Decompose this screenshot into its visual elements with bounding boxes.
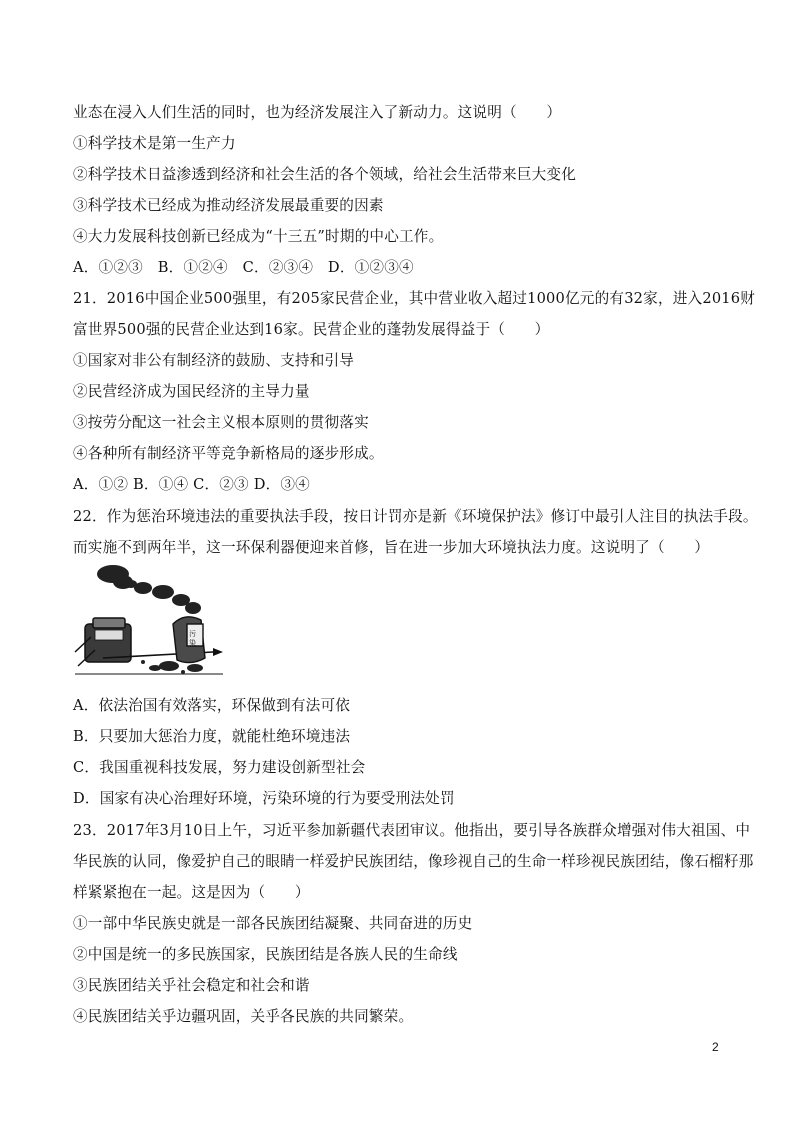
q22-stem-line-2: 而实施不到两年半，这一环保利器便迎来首修，旨在进一步加大环境执法力度。这说明了（ ）	[73, 539, 710, 556]
q22-stem-line-1: 22．作为惩治环境违法的重要执法手段，按日计罚亦是新《环境保护法》修订中最引人注目的执法手段。	[73, 508, 758, 525]
q23-option-3: ③民族团结关乎社会稳定和社会和谐	[73, 977, 310, 994]
svg-text:染: 染	[189, 639, 196, 647]
q22-option-d: D．国家有决心治理好环境，污染环境的行为要受刑法处罚	[73, 790, 455, 807]
q23-stem-line-1: 23．2017年3月10日上午，习近平参加新疆代表团审议。他指出，要引导各族群众增强对伟大祖国、中	[73, 822, 751, 839]
q21-option-2: ②民营经济成为国民经济的主导力量	[73, 383, 310, 400]
q20-option-3: ③科学技术已经成为推动经济发展最重要的因素	[73, 197, 384, 214]
q21-stem-line-1: 21．2016中国企业500强里，有205家民营企业，其中营业收入超过1000亿元的有32家，进入2016财	[73, 290, 756, 307]
page-number: 2	[712, 1040, 719, 1054]
q23-stem-line-2: 华民族的认同，像爱护自己的眼睛一样爱护民族团结，像珍视自己的生命一样珍视民族团结，像石榴籽那	[73, 853, 754, 870]
q23-option-2: ②中国是统一的多民族国家，民族团结是各族人民的生命线	[73, 946, 458, 963]
q20-option-2: ②科学技术日益渗透到经济和社会生活的各个领域，给社会生活带来巨大变化	[73, 166, 576, 183]
q23-option-1: ①一部中华民族史就是一部各民族团结凝聚、共同奋进的历史	[73, 915, 473, 932]
q20-choices: A．①②③ B．①②④ C．②③④ D．①②③④	[73, 259, 414, 276]
q20-stem-continued: 业态在浸入人们生活的同时，也为经济发展注入了新动力。这说明（ ）	[73, 104, 562, 121]
q23-stem-line-3: 样紧紧抱在一起。这是因为（ ）	[73, 884, 310, 901]
pollution-cartoon-image	[73, 562, 225, 684]
q20-option-4: ④大力发展科技创新已经成为“十三五”时期的中心工作。	[73, 228, 444, 245]
q21-option-1: ①国家对非公有制经济的鼓励、支持和引导	[73, 352, 355, 369]
svg-text:污: 污	[189, 630, 196, 638]
q21-option-4: ④各种所有制经济平等竞争新格局的逐步形成。	[73, 445, 384, 462]
q22-option-b: B．只要加大惩治力度，就能杜绝环境违法	[73, 728, 351, 745]
q22-option-c: C．我国重视科技发展，努力建设创新型社会	[73, 759, 366, 776]
q22-option-a: A．依法治国有效落实，环保做到有法可依	[73, 697, 351, 714]
q21-option-3: ③按劳分配这一社会主义根本原则的贯彻落实	[73, 414, 369, 431]
q23-option-4: ④民族团结关乎边疆巩固，关乎各民族的共同繁荣。	[73, 1008, 414, 1025]
q20-option-1: ①科学技术是第一生产力	[73, 135, 236, 152]
q21-choices: A．①② B．①④ C．②③ D．③④	[73, 476, 310, 493]
q21-stem-line-2: 富世界500强的民营企业达到16家。民营企业的蓬勃发展得益于（ ）	[73, 321, 550, 338]
